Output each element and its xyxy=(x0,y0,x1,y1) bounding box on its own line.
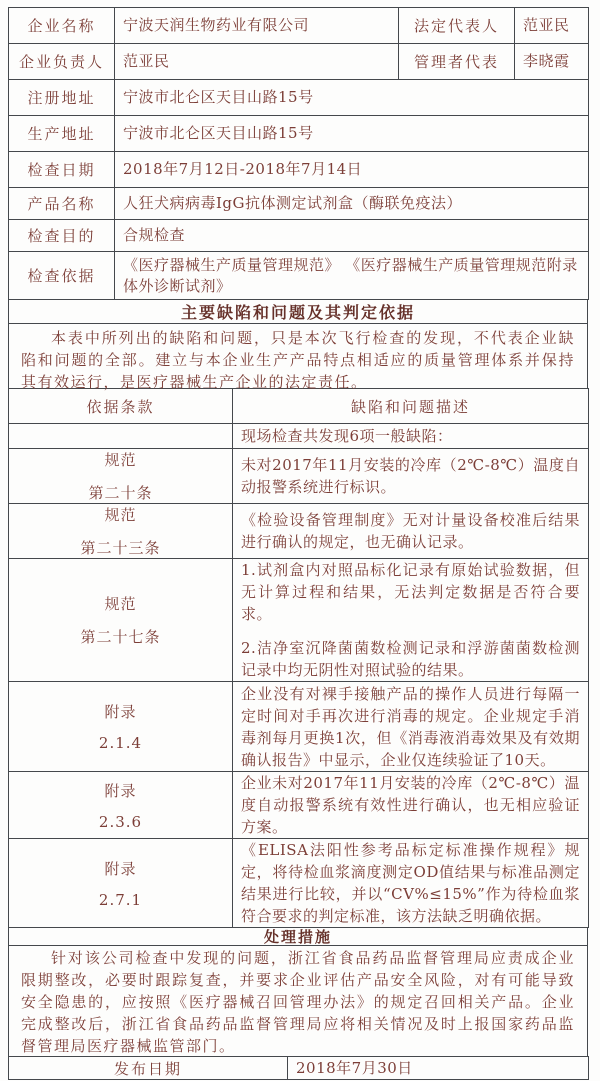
defect-row-6 xyxy=(9,839,589,928)
table-row-company-head xyxy=(9,44,589,80)
field-label-company-name: 企业名称 xyxy=(9,8,115,44)
defect-6-basis-clause: 2.7.1 xyxy=(98,890,143,909)
defect-2-description: 《检验设备管理制度》无对计量设备校准后结果进行确认的规定，也无确认记录。 xyxy=(233,504,589,559)
field-label-production-address: 生产地址 xyxy=(9,116,115,152)
defect-row-1 xyxy=(9,449,589,504)
field-value-management-representative: 李晓霞 xyxy=(515,44,589,80)
defect-6-basis-type: 附录 xyxy=(104,859,137,878)
defect-5-basis xyxy=(9,772,233,839)
table-row-registered-address xyxy=(9,80,589,116)
field-label-inspection-date: 检查日期 xyxy=(9,152,115,188)
defect-5-basis-clause: 2.3.6 xyxy=(98,812,143,831)
defect-3-description-part-1: 1.试剂盒内对照品标化记录有原始试验数据，但无计算过程和结果，无法判定数据是否符合要求。 xyxy=(241,561,580,623)
defect-1-description: 未对2017年11月安装的冷库（2℃-8℃）温度自动报警系统进行标识。 xyxy=(233,449,589,504)
defect-row-5 xyxy=(9,772,589,839)
defect-1-basis xyxy=(9,449,233,504)
company-info-table xyxy=(8,7,589,300)
defect-2-basis xyxy=(9,504,233,559)
measures-paragraph: 针对该公司检查中发现的问题，浙江省食品药品监督管理局应责成企业限期整改，必要时跟踪复查，并要求企业评估产品安全风险，对有可能导致安全隐患的，应按照《医疗器械召回管理办法》的规定召回相关产品。企业完成整改后，浙江省食品药品监督管理局应将相关情况及时上报国家药品监督管理局医疗器械监管部门。 xyxy=(8,945,588,1057)
defect-5-basis-type: 附录 xyxy=(104,781,137,800)
field-label-inspection-purpose: 检查目的 xyxy=(9,220,115,252)
report-sheet xyxy=(8,8,588,1080)
defect-2-basis-type: 规范 xyxy=(104,506,137,524)
field-value-company-name: 宁波天润生物药业有限公司 xyxy=(115,8,399,44)
column-header-description: 缺陷和问题描述 xyxy=(233,389,589,424)
table-row-inspection-basis xyxy=(9,252,589,300)
defects-summary-text: 现场检查共发现6项一般缺陷： xyxy=(233,424,589,449)
field-value-legal-representative: 范亚民 xyxy=(515,8,589,44)
defect-5-description: 企业未对2017年11月安装的冷库（2℃-8℃）温度自动报警系统有效性进行确认，也无相应验证方案。 xyxy=(233,772,589,839)
defect-3-description-part-2: 2.洁净室沉降菌菌数检测记录和浮游菌菌数检测记录中均无阴性对照试验的结果。 xyxy=(241,639,580,679)
column-header-basis: 依据条款 xyxy=(9,389,233,424)
defect-row-4 xyxy=(9,682,589,772)
defects-summary-row xyxy=(9,424,589,449)
defects-table xyxy=(8,388,589,928)
defect-4-description: 企业没有对裸手接触产品的操作人员进行每隔一定时间对手再次进行消毒的规定。企业规定手消毒剂每月更换1次，但《消毒液消毒效果及有效期确认报告》中显示，企业仅连续验证了10天。 xyxy=(233,682,589,772)
section-title-measures: 处理措施 xyxy=(8,927,588,946)
table-row-product-name xyxy=(9,188,589,220)
field-label-registered-address: 注册地址 xyxy=(9,80,115,116)
table-row-inspection-date xyxy=(9,152,589,188)
field-value-production-address: 宁波市北仑区天目山路15号 xyxy=(115,116,589,152)
publish-date-label: 发布日期 xyxy=(9,1057,288,1080)
field-value-product-name: 人狂犬病病毒IgG抗体测定试剂盒（酶联免疫法） xyxy=(115,188,589,220)
defect-6-description: 《ELISA法阳性参考品标定标准操作规程》规定，将待检血浆滴度测定OD值结果与标准品测定结果进行比较，并以“CV%≤15%”作为待检血浆符合要求的判定标准，该方法缺乏明确依据。 xyxy=(233,839,589,928)
field-value-inspection-date: 2018年7月12日-2018年7月14日 xyxy=(115,152,589,188)
field-label-inspection-basis: 检查依据 xyxy=(9,252,115,300)
defect-1-basis-clause: 第二十条 xyxy=(88,484,153,502)
field-label-product-name: 产品名称 xyxy=(9,188,115,220)
defects-intro-paragraph: 本表中所列出的缺陷和问题，只是本次飞行检查的发现，不代表企业缺陷和问题的全部。建立与本企业生产产品特点相适应的质量管理体系并保持其有效运行，是医疗器械生产企业的法定责任。 xyxy=(8,323,588,389)
field-label-company-head: 企业负责人 xyxy=(9,44,115,80)
section-title-main-defects: 主要缺陷和问题及其判定依据 xyxy=(8,299,588,324)
defect-3-basis-clause: 第二十七条 xyxy=(80,628,161,646)
basis-empty-cell xyxy=(9,424,233,449)
defect-row-2 xyxy=(9,504,589,559)
publish-date-value: 2018年7月30日 xyxy=(288,1057,589,1080)
defect-3-basis-type: 规范 xyxy=(104,595,137,613)
defect-2-basis-clause: 第二十三条 xyxy=(80,539,161,557)
field-label-legal-representative: 法定代表人 xyxy=(399,8,515,44)
field-value-inspection-basis: 《医疗器械生产质量管理规范》 《医疗器械生产质量管理规范附录体外诊断试剂》 xyxy=(115,252,589,300)
defect-3-description xyxy=(233,559,589,682)
field-value-registered-address: 宁波市北仑区天目山路15号 xyxy=(115,80,589,116)
defect-4-basis xyxy=(9,682,233,772)
table-row-production-address xyxy=(9,116,589,152)
field-value-company-head: 范亚民 xyxy=(115,44,399,80)
defect-4-basis-clause: 2.1.4 xyxy=(98,734,143,752)
defect-3-basis xyxy=(9,559,233,682)
field-value-inspection-purpose: 合规检查 xyxy=(115,220,589,252)
table-row-inspection-purpose xyxy=(9,220,589,252)
field-label-management-representative: 管理者代表 xyxy=(399,44,515,80)
defect-1-basis-type: 规范 xyxy=(104,451,137,469)
defect-row-3 xyxy=(9,559,589,682)
defect-4-basis-type: 附录 xyxy=(104,703,137,721)
defect-6-basis xyxy=(9,839,233,928)
publish-date-row xyxy=(9,1057,589,1080)
publish-date-table xyxy=(8,1056,589,1080)
defects-header-row xyxy=(9,389,589,424)
table-row-company-name xyxy=(9,8,589,44)
